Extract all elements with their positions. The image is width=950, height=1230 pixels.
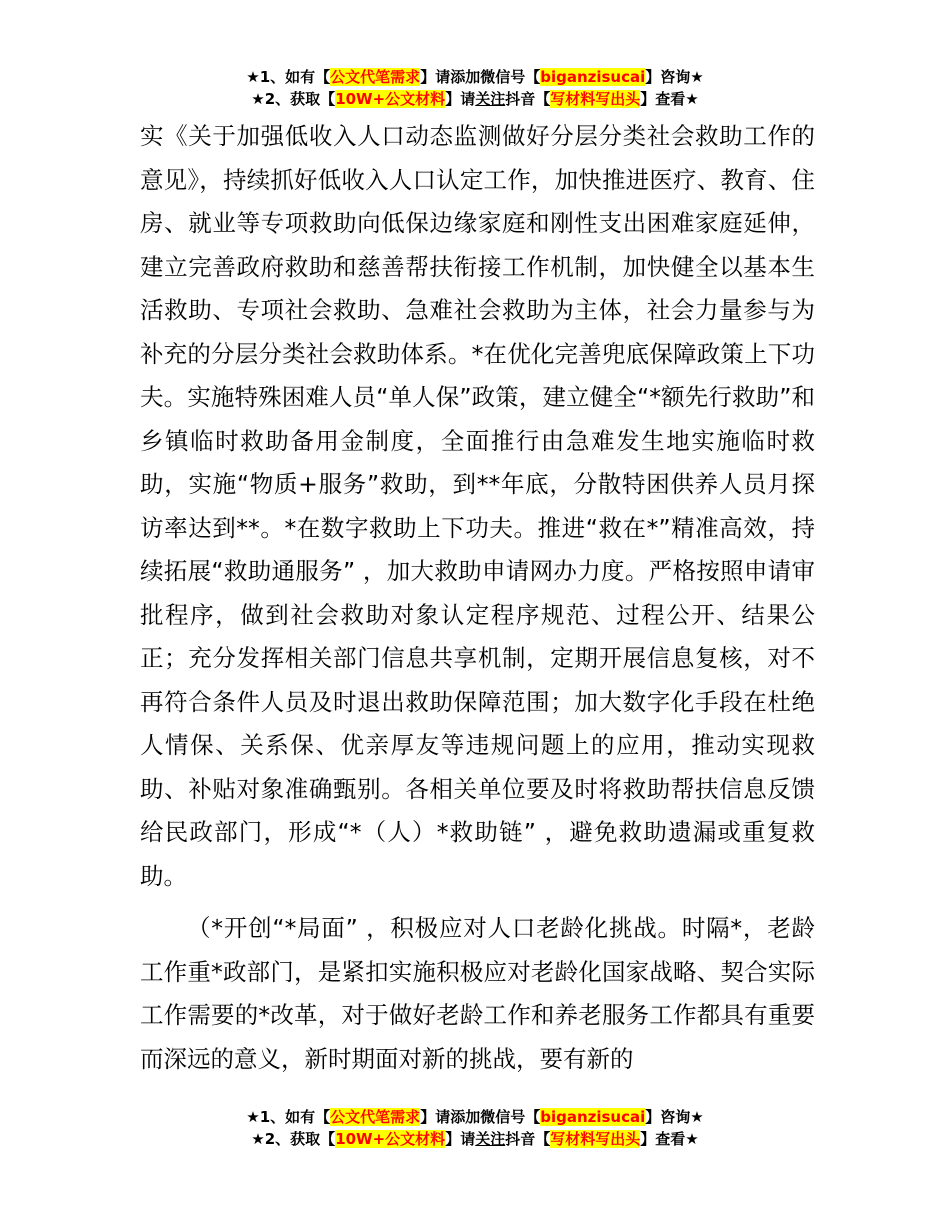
header-line-2-middle: 】请 <box>445 90 476 108</box>
body-paragraph-1: 实《关于加强低收入人口动态监测做好分层分类社会救助工作的意见》，持续抓好低收入人口认定工作，加快推进医疗、教育、住房、就业等专项救助向低保边缘家庭和刚性支出困难家庭延伸，建立完善政府救助和慈善帮扶衔接工作机制，加快健全以基本生活救助、专项社会救助、急难社会救助为主体，社会力量参与为补充的分层分类社会救助体系。*在优化完善兜底保障政策上下功夫。实施特殊困难人员“单人保”政策，建立健全“*额先行救助”和乡镇临时救助备用金制度，全面推行由急难发生地实施临时救助，实施“物质+服务”救助，到**年底，分散特困供养人员月探访率达到**。*在数字救助上下功夫。推进“救在*”精准高效，持续拓展“救助通服务” ，加大救助申请网办力度。严格按照申请审批程序，做到社会救助对象认定程序规范、过程公开、结果公正；充分发挥相关部门信息共享机制，定期开展信息复核，对不再符合条件人员及时退出救助保障范围；加大数字化手段在杜绝人情保、关系保、优亲厚友等违规问题上的应用，推动实现救助、补贴对象准确甄别。各相关单位要及时将救助帮扶信息反馈给民政部门，形成“*（人）*救助链” ，避免救助遗漏或重复救助。 <box>140 122 815 890</box>
header-line-2 <box>0 88 950 110</box>
footer-banner <box>0 1106 950 1150</box>
footer-materials-highlight: 10W+公文材料 <box>335 1130 446 1148</box>
footer-service-highlight: 公文代笔需求 <box>330 1108 421 1126</box>
footer-line-1-middle: 】请添加微信号【 <box>420 1108 541 1126</box>
footer-line-1-suffix: 】咨询★ <box>645 1108 704 1126</box>
footer-follow-underlined: 关注 <box>475 1130 506 1148</box>
header-line-2-prefix: ★2、获取【 <box>251 90 336 108</box>
header-materials-highlight: 10W+公文材料 <box>335 90 446 108</box>
footer-wechat-id-highlight: biganzisucai <box>540 1108 646 1126</box>
header-line-2-suffix: 】查看★ <box>640 90 699 108</box>
body-paragraph-2: （*开创“*局面” ，积极应对人口老龄化挑战。时隔*，老龄工作重*政部门，是紧扣实施积极应对老龄化国家战略、契合实际工作需要的*改革，对于做好老龄工作和养老服务工作都具有重要而深远的意义，新时期面对新的挑战，要有新的 <box>140 914 815 1073</box>
header-line-2-middle-2: 抖音【 <box>505 90 551 108</box>
header-douyin-highlight: 写材料写出头 <box>550 90 641 108</box>
header-banner <box>0 66 950 110</box>
header-service-highlight: 公文代笔需求 <box>330 68 421 86</box>
footer-line-2-middle-2: 抖音【 <box>505 1130 551 1148</box>
footer-line-2 <box>0 1128 950 1150</box>
header-line-1-middle: 】请添加微信号【 <box>420 68 541 86</box>
header-line-1-suffix: 】咨询★ <box>645 68 704 86</box>
document-body <box>140 115 815 1081</box>
header-line-1 <box>0 66 950 88</box>
footer-line-1-prefix: ★1、如有【 <box>246 1108 331 1126</box>
footer-line-2-middle: 】请 <box>445 1130 476 1148</box>
footer-line-2-prefix: ★2、获取【 <box>251 1130 336 1148</box>
header-follow-underlined: 关注 <box>475 90 506 108</box>
header-wechat-id-highlight: biganzisucai <box>540 68 646 86</box>
footer-douyin-highlight: 写材料写出头 <box>550 1130 641 1148</box>
footer-line-2-suffix: 】查看★ <box>640 1130 699 1148</box>
header-line-1-prefix: ★1、如有【 <box>246 68 331 86</box>
footer-line-1 <box>0 1106 950 1128</box>
